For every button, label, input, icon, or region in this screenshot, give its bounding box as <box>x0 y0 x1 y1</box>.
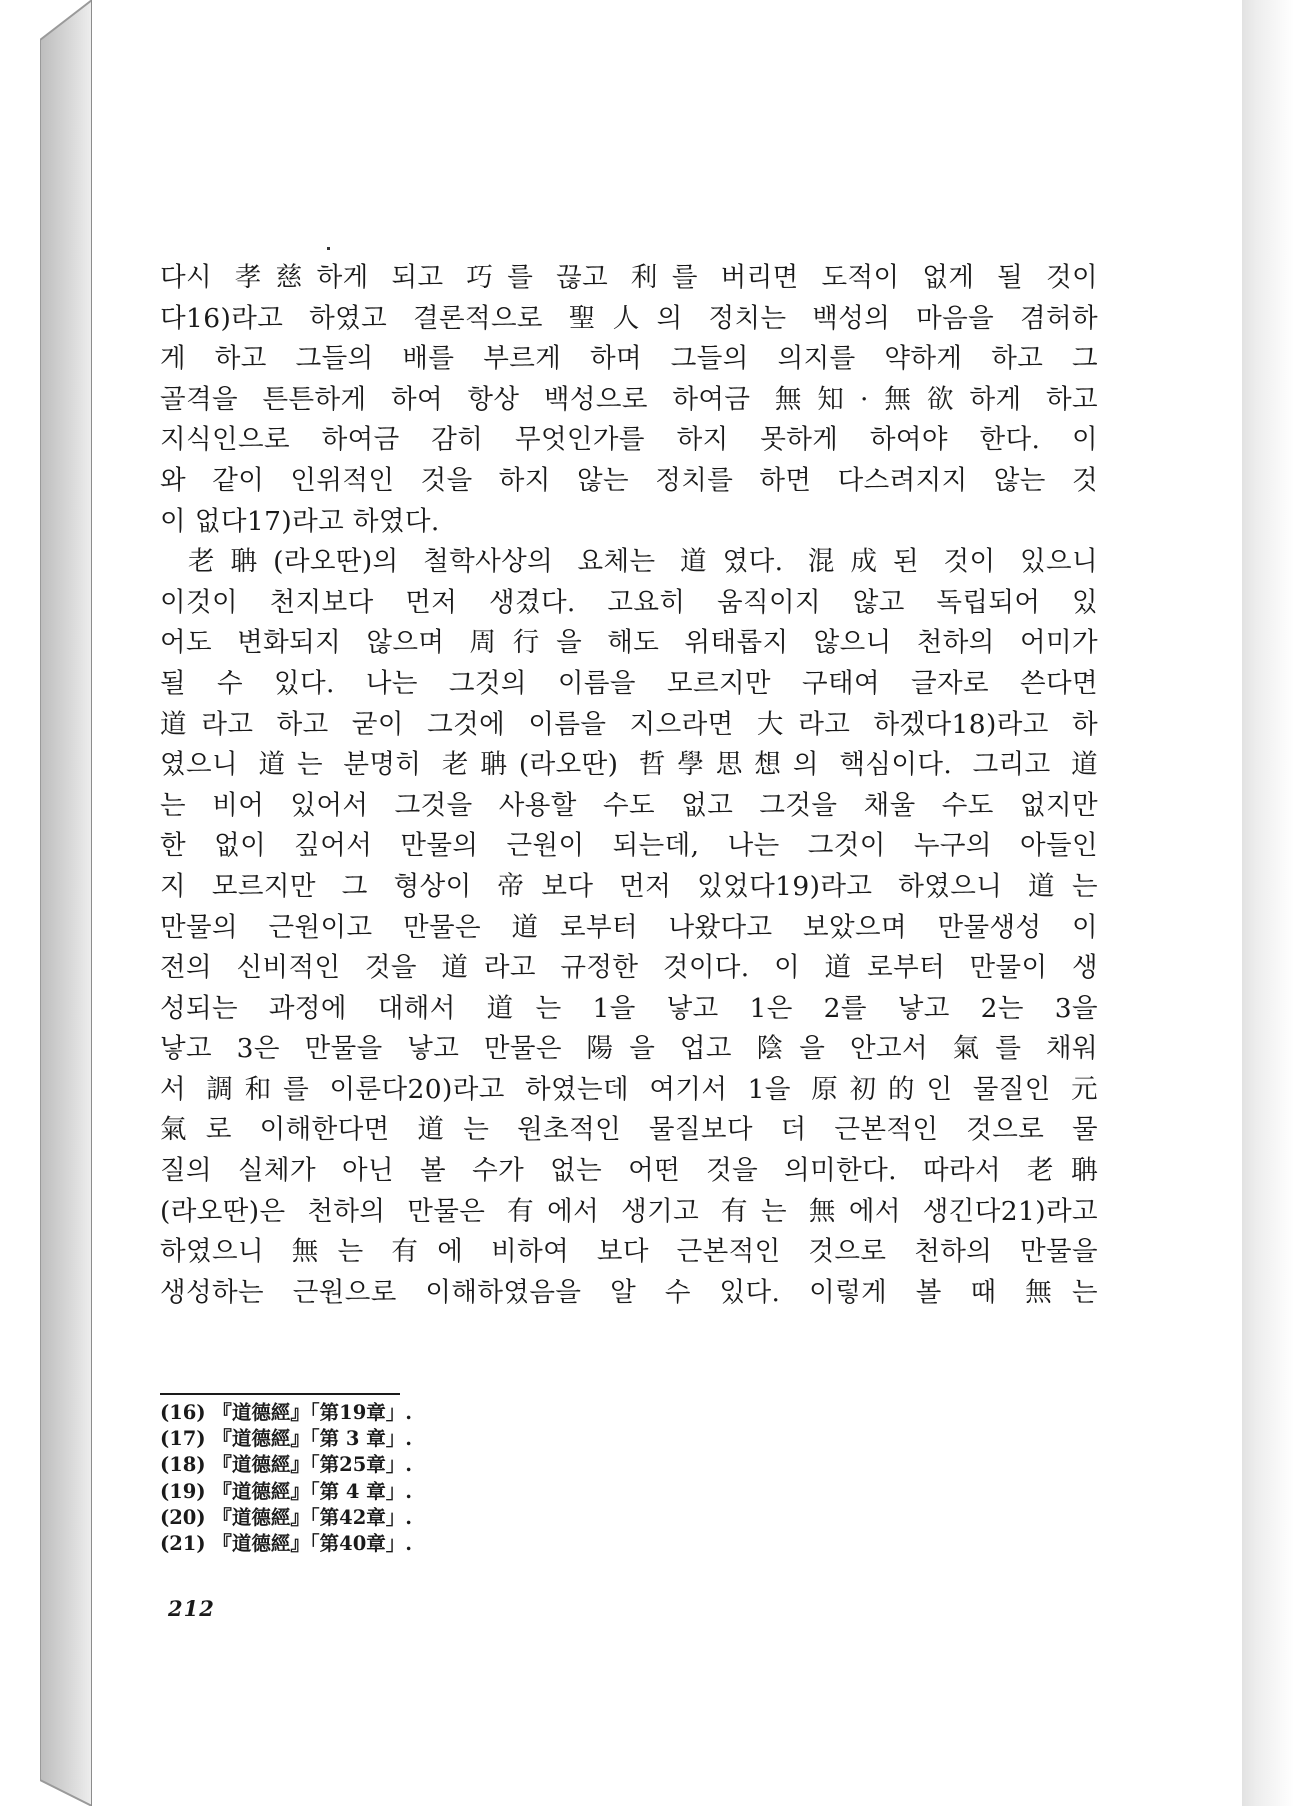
text-line: 지 모르지만 그 형상이 帝보다 먼저 있었다19)라고 하였으니 道는 <box>160 870 1098 902</box>
footnote-separator <box>160 1393 400 1395</box>
text-line: 어도 변화되지 않으며 周行을 해도 위태롭지 않으니 천하의 어미가 <box>160 627 1098 659</box>
footnote: (16) 『道德經』「第19章」. <box>160 1401 413 1424</box>
text-line: 낳고 3은 만물을 낳고 만물은 陽을 업고 陰을 안고서 氣를 채워 <box>160 1033 1098 1065</box>
text-line: 골격을 튼튼하게 하여 항상 백성으로 하여금 無知·無欲하게 하고 <box>160 383 1098 415</box>
footnote: (21) 『道德經』「第40章」. <box>160 1531 413 1555</box>
paragraph-start-line: 老聃(라오딴)의 철학사상의 요체는 道였다. 混成된 것이 있으니 <box>188 546 1098 578</box>
body-text <box>160 258 1098 1313</box>
text-line: 하였으니 無는 有에 비하여 보다 근본적인 것으로 천하의 만물을 <box>160 1236 1098 1268</box>
text-line: 이 없다17)라고 하였다. <box>160 505 440 537</box>
footnote: (17) 『道德經』「第 3 章」. <box>160 1427 413 1451</box>
text-line: 서 調和를 이룬다20)라고 하였는데 여기서 1을 原初的인 물질인 元 <box>160 1073 1098 1105</box>
print-mark <box>327 247 330 250</box>
text-line: 였으니 道는 분명히 老聃(라오딴) 哲學思想의 핵심이다. 그리고 道 <box>160 749 1098 781</box>
text-line: 성되는 과정에 대해서 道는 1을 낳고 1은 2를 낳고 2는 3을 <box>160 992 1098 1024</box>
text-line: 전의 신비적인 것을 道라고 규정한 것이다. 이 道로부터 만물이 생 <box>160 952 1098 984</box>
text-line: 지식인으로 하여금 감히 무엇인가를 하지 못하게 하여야 한다. 이 <box>160 424 1098 456</box>
text-line: 와 같이 인위적인 것을 하지 않는 정치를 하면 다스려지지 않는 것 <box>160 464 1098 496</box>
text-line: 질의 실체가 아닌 볼 수가 없는 어떤 것을 의미한다. 따라서 老聃 <box>160 1155 1098 1187</box>
footnote: (19) 『道德經』「第 4 章」. <box>160 1479 413 1503</box>
footnote: (20) 『道德經』「第42章」. <box>160 1505 413 1529</box>
text-line: 다시 孝慈하게 되고 巧를 끊고 利를 버리면 도적이 없게 될 것이 <box>160 262 1098 293</box>
text-line: 는 비어 있어서 그것을 사용할 수도 없고 그것을 채울 수도 없지만 <box>160 789 1098 821</box>
text-line: 氣로 이해한다면 道는 원초적인 물질보다 더 근본적인 것으로 물 <box>160 1114 1098 1146</box>
text-line: 다16)라고 하였고 결론적으로 聖人의 정치는 백성의 마음을 겸허하 <box>160 302 1098 334</box>
text-line: 한 없이 깊어서 만물의 근원이 되는데, 나는 그것이 누구의 아들인 <box>160 830 1098 862</box>
text-line: 게 하고 그들의 배를 부르게 하며 그들의 의지를 약하게 하고 그 <box>160 343 1098 375</box>
text-line: 생성하는 근원으로 이해하였음을 알 수 있다. 이렇게 볼 때 無는 <box>160 1276 1098 1308</box>
text-line: 이것이 천지보다 먼저 생겼다. 고요히 움직이지 않고 독립되어 있 <box>160 586 1098 618</box>
text-line: 만물의 근원이고 만물은 道로부터 나왔다고 보았으며 만물생성 이 <box>160 911 1098 943</box>
text-line: 될 수 있다. 나는 그것의 이름을 모르지만 구태여 글자로 쓴다면 <box>160 667 1098 699</box>
text-line: (라오딴)은 천하의 만물은 有에서 생기고 有는 無에서 생긴다21)라고 <box>160 1195 1098 1227</box>
footnotes <box>160 1400 760 1557</box>
footnote: (18) 『道德經』「第25章」. <box>160 1453 413 1477</box>
text-line: 道라고 하고 굳이 그것에 이름을 지으라면 大라고 하겠다18)라고 하 <box>160 708 1098 740</box>
page-number: 212 <box>168 1596 215 1621</box>
